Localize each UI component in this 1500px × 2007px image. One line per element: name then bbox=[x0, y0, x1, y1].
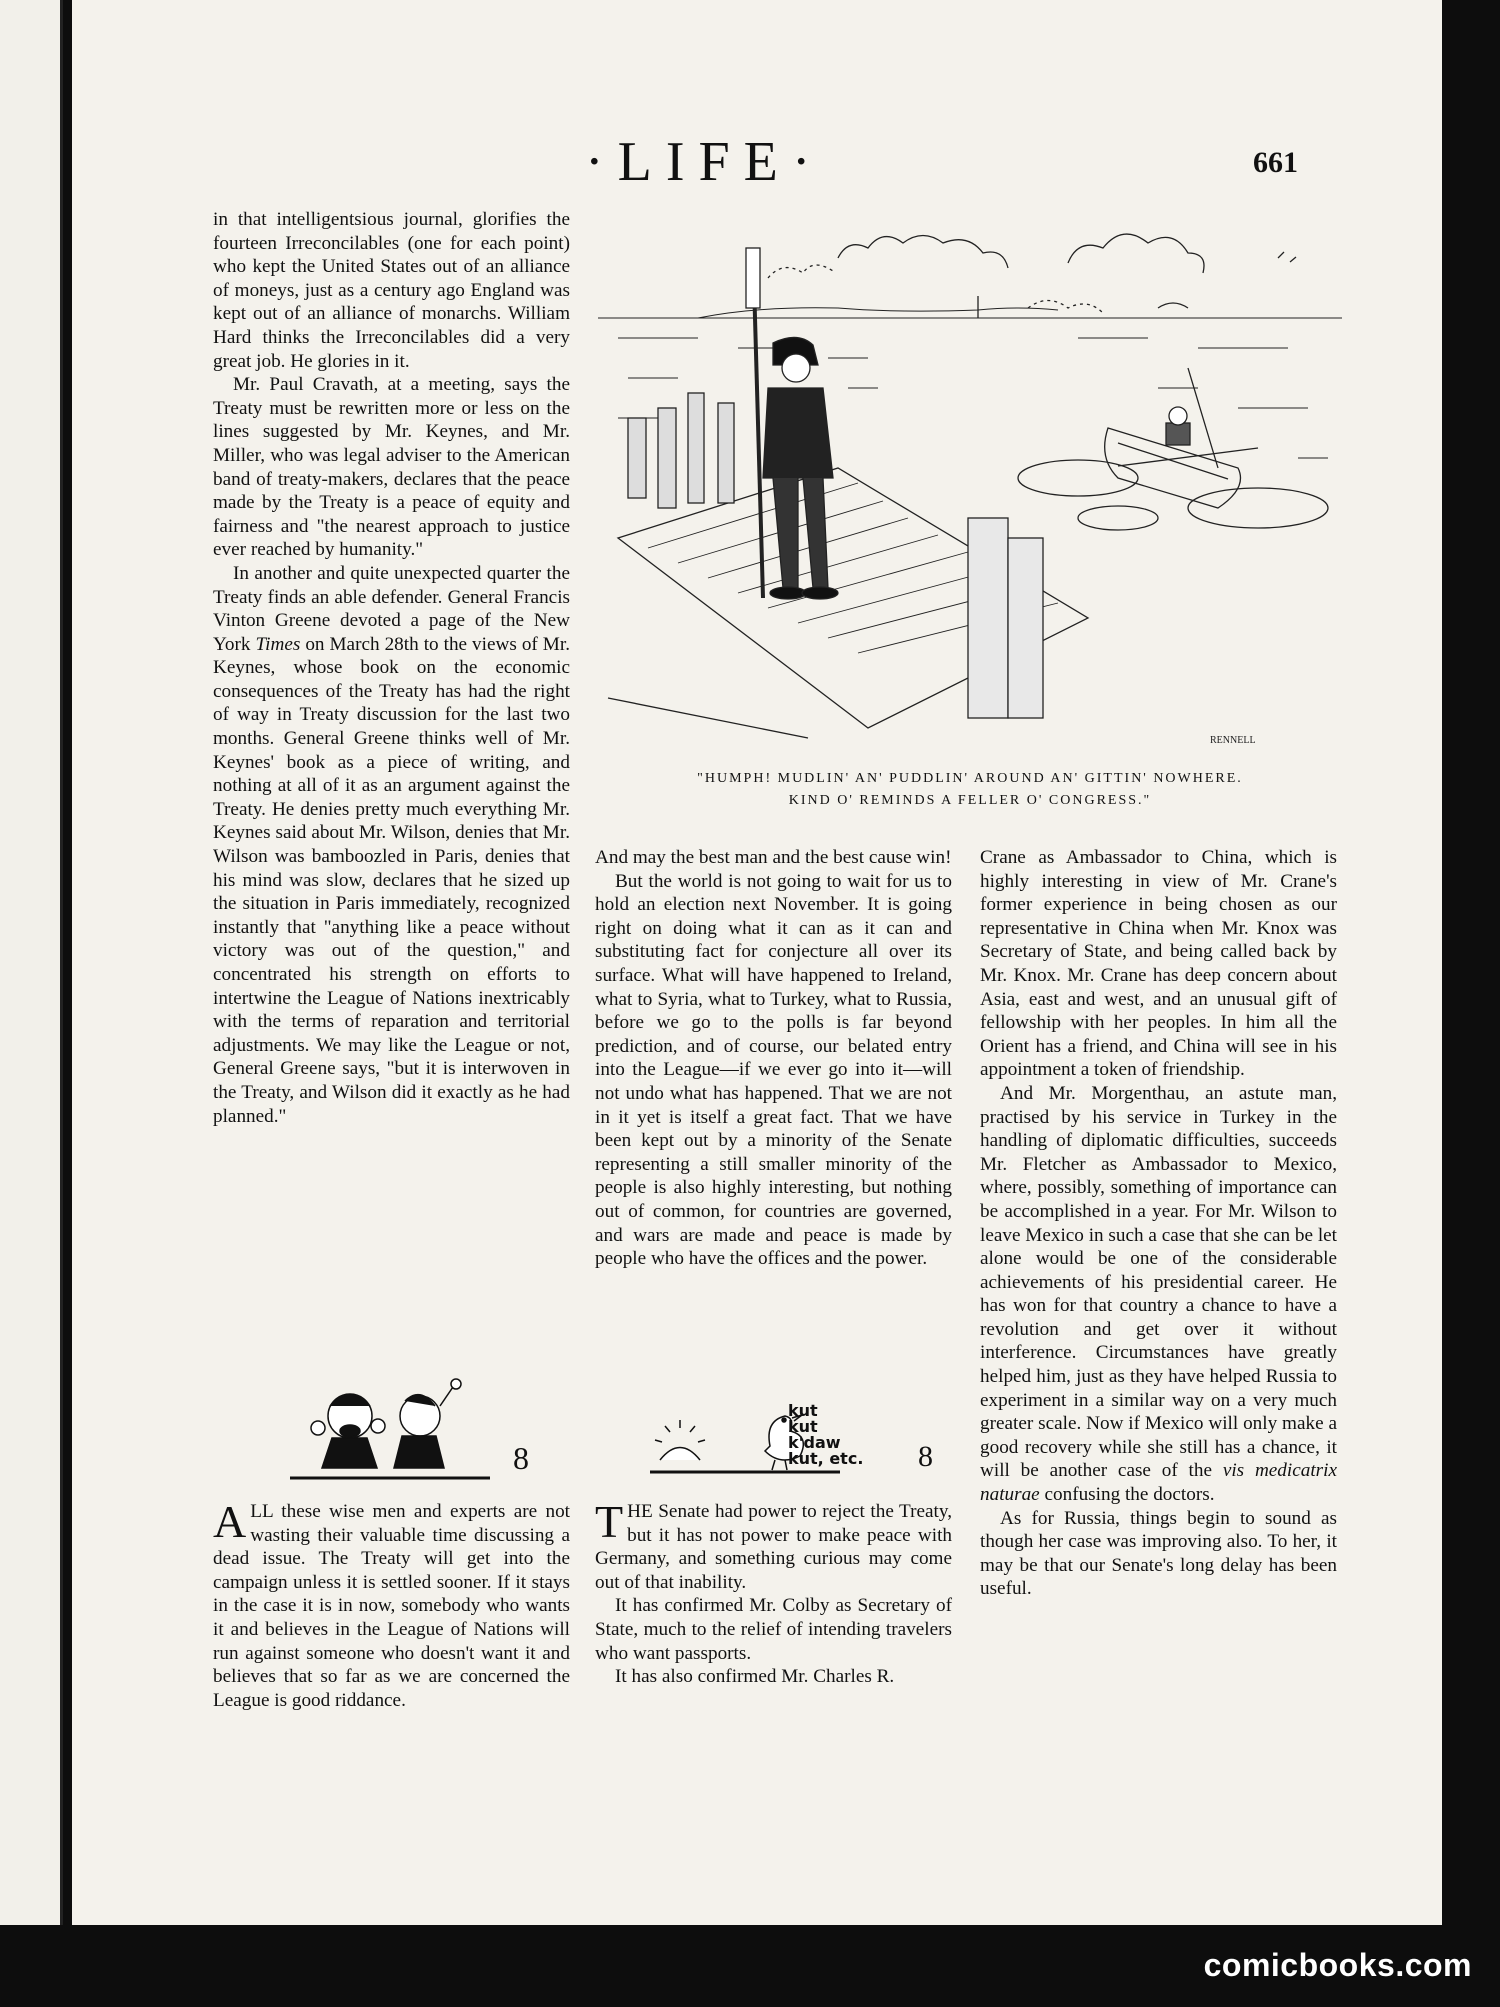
page-number: 661 bbox=[1253, 146, 1298, 179]
masthead-title: ·LIFE· bbox=[585, 131, 825, 193]
artist-signature: RENNELL bbox=[1210, 735, 1256, 746]
paragraph: Crane as Ambassador to China, which is highly interesting in view of Mr. Crane's former experience in being chosen as our representative in China when Mr. Knox was Secretary of State, and being called back by Mr. Knox. Mr. Crane has deep concern about Asia, east and west, and an unusual gift of fellowship with her peoples. In him all the Orient has a friend, and China will see in his appointment a token of friendship. bbox=[980, 847, 1337, 1081]
ornament-monogram: 8 bbox=[918, 1440, 933, 1473]
caricature-ornament bbox=[290, 1376, 490, 1481]
paragraph: ALL these wise men and experts are not wasting their valuable time discussing a dead issue. The Treaty will get into the campaign unless it is settled sooner. If it stays in the case it is in now, somebody who wants it and believes in the League of Nations will run against someone who doesn't want it and believes that so far as we are concerned the League is good riddance. bbox=[213, 1496, 570, 1711]
site-watermark: comicbooks.com bbox=[1203, 1947, 1472, 1983]
ornament-monogram: 8 bbox=[513, 1440, 529, 1476]
cartoon-illustration bbox=[598, 218, 1342, 750]
column-2-top bbox=[595, 846, 952, 1271]
paragraph: THE Senate had power to reject the Treaty, but it has not power to make peace with Germany, and something curious may come out of that inability. bbox=[595, 1496, 952, 1593]
paragraph: Mr. Paul Cravath, at a meeting, says the Treaty must be rewritten more or less on the lines suggested by Mr. Keynes, and Mr. Miller, who was legal adviser to the American band of treaty-makers, declares that the peace made by the Treaty is a peace of equity and fairness and "the nearest approach to justice ever reached by humanity." bbox=[213, 374, 570, 561]
column-1-bottom bbox=[213, 1496, 570, 1712]
column-3 bbox=[980, 846, 1337, 1601]
paragraph: And Mr. Morgenthau, an astute man, practised by his service in Turkey in the handling of diplomatic difficulties, succeeds Mr. Fletcher as Ambassador to Mexico, where, possibly, something of importance can be accomplished in a year. For Mr. Wilson to leave Mexico in such a case that she can be let alone would be one of the considerable achievements of his presidential career. He has won for that country a chance to have a revolution and get over it without interference. Circumstances have greatly helped him, just as they have helped Russia to experiment in a similar way on a very much greater scale. Now if Mexico will only make a good recovery while she still has a chance, it will be another case of the vis medicatrix naturae confusing the doctors. bbox=[980, 1082, 1337, 1506]
caption-line-2: KIND O' REMINDS A FELLER O' CONGRESS." bbox=[788, 793, 1152, 808]
paragraph: And may the best man and the best cause win! bbox=[595, 847, 952, 868]
caption-line-1: "HUMPH! MUDLIN' AN' PUDDLIN' AROUND AN' GITTIN' NOWHERE. bbox=[697, 771, 1243, 786]
paragraph: In another and quite unexpected quarter the Treaty finds an able defender. General Francis Vinton Greene devoted a page of the New York Times on March 28th to the views of Mr. Keynes, whose book on the economic consequences of the Treaty has had the right of way in Treaty discussion for the last two months. General Greene thinks well of Mr. Keynes' book as a piece of writing, and nothing at all of it as an argument against the Treaty. He denies pretty much everything Mr. Keynes said about Mr. Wilson, denies that Mr. Wilson was bamboozled in Paris, denies that his mind was slow, declares that he sized up the situation in Paris immediately, recognized instantly that "anything like a peace without victory was out of the question," and concentrated his strength on efforts to intertwine the League of Nations inextricably with the terms of reparation and territorial adjustments. We may like the League or not, General Greene says, "but it is interwoven in the Treaty, and Wilson did it exactly as he had planned." bbox=[213, 562, 570, 1127]
adjacent-page-edge bbox=[0, 0, 63, 1930]
duck-sound-text: kut kut k'daw kut, etc. bbox=[788, 1401, 864, 1468]
paragraph: As for Russia, things begin to sound as though her case was improving also. To her, it may be that our Senate's long delay has been useful. bbox=[980, 1507, 1337, 1600]
column-1-top bbox=[213, 208, 570, 1128]
paragraph: But the world is not going to wait for us to hold an election next November. It is going right on doing what it can as it can and substituting fact for conjecture all over its surface. What will have happened to Ireland, what to Syria, what to Turkey, what to Russia, before we go to the polls is far beyond prediction, and of course, our belated entry into the League—if we ever go into it—will not undo what has happened. That we are not in it yet is itself a great fact. That we have been kept out by a minority of the Senate representing a still smaller minority of the people is also highly interesting, but nothing out of common, for countries are governed, and wars are made and peace is made by people who have the offices and the power. bbox=[595, 870, 952, 1270]
paragraph: It has also confirmed Mr. Charles R. bbox=[615, 1666, 895, 1688]
paragraph: It has confirmed Mr. Colby as Secretary of State, much to the relief of intending travelers who want passports. bbox=[595, 1595, 952, 1664]
cartoon-caption bbox=[598, 768, 1342, 812]
paragraph: in that intelligentsious journal, glorifies the fourteen Irreconcilables (one for each point) who kept the United States out of an alliance of moneys, just as a century ago England was kept out of an alliance of monarchs. William Hard thinks the Irreconcilables did a very great job. He glories in it. bbox=[213, 209, 570, 372]
column-2-bottom bbox=[595, 1496, 952, 1689]
